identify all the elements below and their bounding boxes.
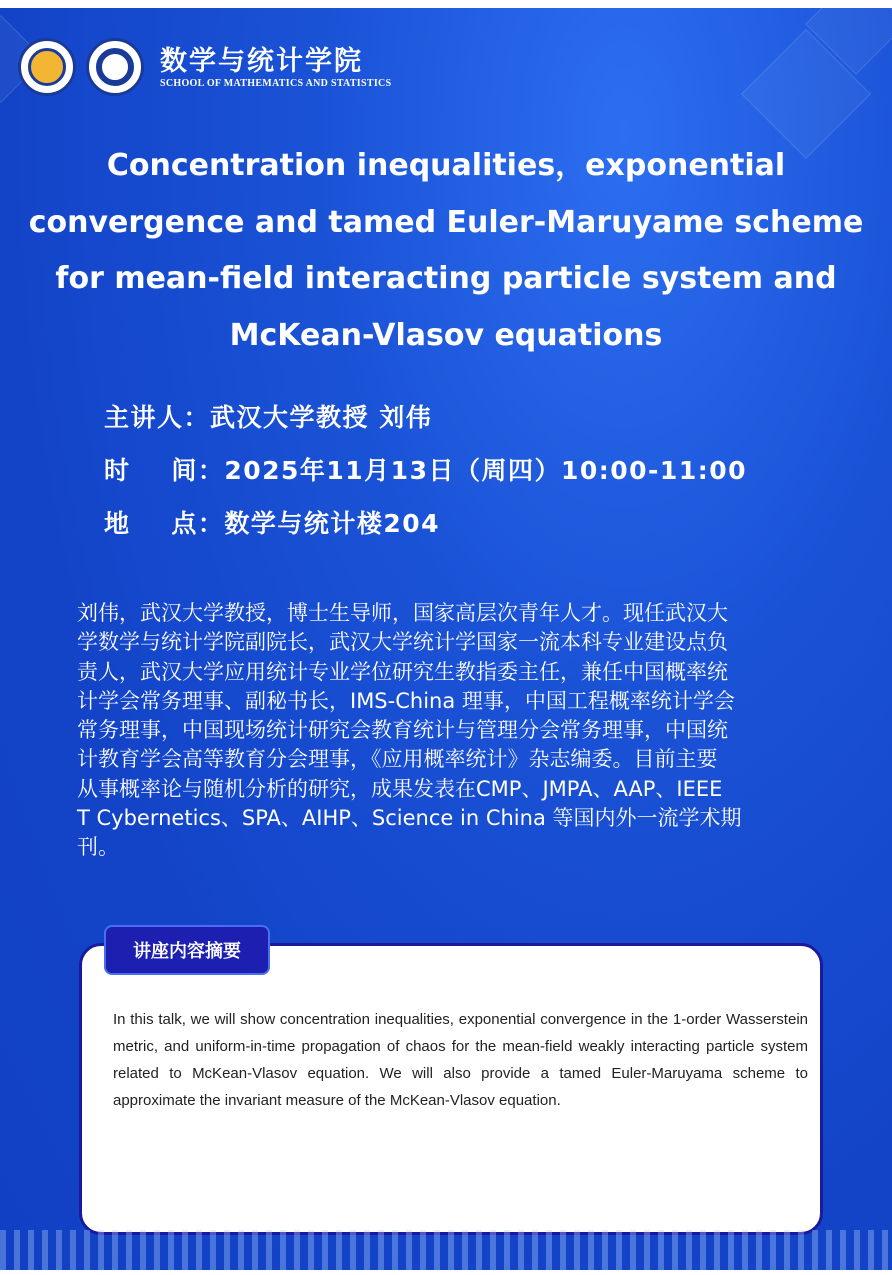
bio-line: 刘伟，武汉大学教授，博士生导师，国家高层次青年人才。现任武汉大 bbox=[77, 601, 728, 625]
school-name-en: SCHOOL OF MATHEMATICS AND STATISTICS bbox=[160, 77, 392, 89]
school-logo bbox=[86, 38, 144, 96]
university-logo bbox=[18, 38, 76, 96]
speaker-bio bbox=[77, 599, 837, 863]
place-info: 地 点：数学与统计楼204 bbox=[104, 509, 441, 538]
abstract-text: In this talk, we will show concentration inequalities, exponential convergence in the 1-order Wasserstein metric, and uniform-in-time propagation of chaos for the mean-field weakly interacting particle system related to McKean-Vlasov equation. We will also provide a tamed Euler-Maruyama scheme to approximate the invariant measure of the McKean-Vlasov equation. bbox=[113, 1011, 808, 1109]
time-info: 时 间：2025年11月13日（周四）10:00-11:00 bbox=[104, 456, 748, 485]
bio-line: 责人，武汉大学应用统计专业学位研究生教指委主任，兼任中国概率统 bbox=[77, 659, 728, 684]
title-line: for mean-field interacting particle system and bbox=[55, 261, 837, 296]
bio-line: 刊。 bbox=[77, 835, 119, 860]
bio-line: 常务理事，中国现场统计研究会教育统计与管理分会常务理事，中国统 bbox=[77, 718, 728, 743]
bio-line: 计学会常务理事、副秘书长，IMS-China 理事，中国工程概率统计学会 bbox=[77, 688, 735, 713]
bio-line: 学数学与统计学院副院长，武汉大学统计学国家一流本科专业建设点负 bbox=[77, 630, 728, 655]
abstract-label: 讲座内容摘要 bbox=[104, 925, 270, 975]
title-line: McKean-Vlasov equations bbox=[229, 317, 663, 353]
lecture-title bbox=[0, 138, 892, 364]
school-name-cn: 数学与统计学院 bbox=[160, 45, 363, 77]
bio-line: T Cybernetics、SPA、AIHP、Science in China 等国内外一流学术期 bbox=[77, 806, 742, 831]
skyline-decoration bbox=[0, 1230, 892, 1270]
title-line: convergence and tamed Euler-Maruyame scheme bbox=[28, 204, 864, 240]
header bbox=[18, 38, 391, 96]
bio-line: 计教育学会高等教育分会理事，《应用概率统计》杂志编委。目前主要 bbox=[77, 747, 718, 772]
speaker-info: 主讲人：武汉大学教授 刘伟 bbox=[104, 403, 433, 432]
title-line: Concentration inequalities，exponential bbox=[106, 148, 786, 183]
bio-line: 从事概率论与随机分析的研究，成果发表在CMP、JMPA、AAP、IEEE bbox=[77, 776, 723, 801]
poster bbox=[0, 8, 892, 1270]
